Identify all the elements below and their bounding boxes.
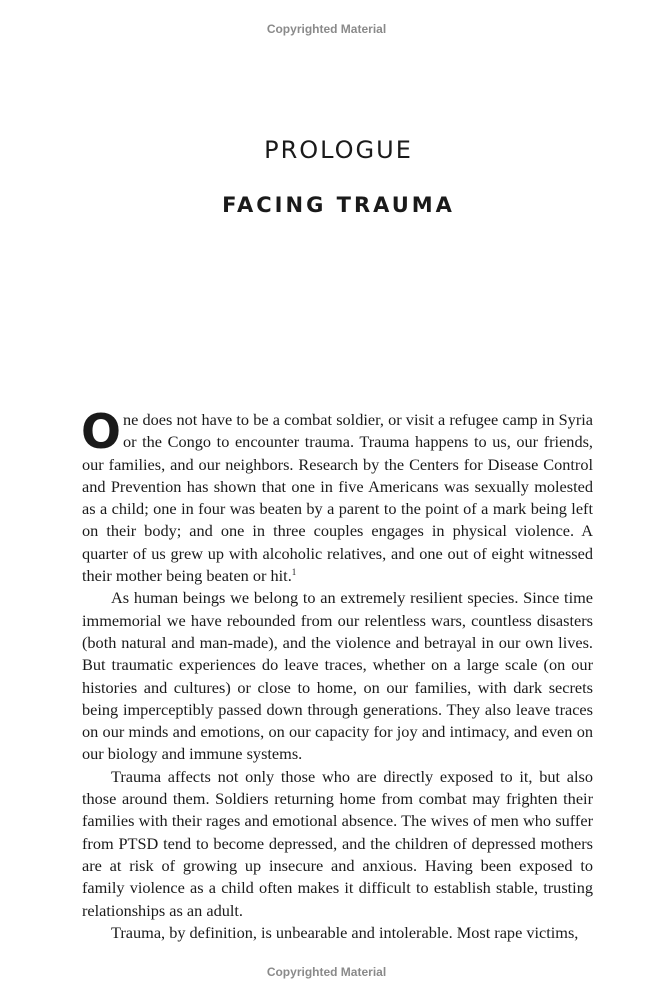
- chapter-title: FACING TRAUMA: [222, 193, 455, 217]
- paragraph-1: [81, 405, 593, 587]
- drop-cap: O: [81, 405, 121, 460]
- paragraph-2: As human beings we belong to an extremely resilient species. Since time immemorial we have rebounded from our relentless wars, countless disasters (both natural and man-made), and the violence and betrayal in our own lives. But traumatic experiences do leave traces, whether on a large scale (on our histories and cultures) or close to home, on our families, with dark secrets being imperceptibly passed down through generations. They also leave traces on our minds and emotions, on our capacity for joy and intimacy, and even on our biology and immune systems.: [82, 588, 593, 764]
- paragraph-1-text: ne does not have to be a combat soldier, or visit a refugee camp in Syria or the Congo to encounter trauma. Trauma happens to us, our friends, our families, and our neighbors. Research by the Centers for Disease Control and Prevention has shown that one in five Americans was sexually molested as a child; one in four was beaten by a parent to the point of a mark being left on their body; and one in three couples engages in physical violence. A quarter of us grew up with alcoholic relatives, and one out of eight witnessed their mother being beaten or hit.: [82, 410, 593, 586]
- footnote-marker: 1: [291, 567, 297, 578]
- paragraph-4: Trauma, by definition, is unbearable and intolerable. Most rape victims,: [111, 922, 579, 942]
- copyright-watermark-bottom: Copyrighted Material: [266, 965, 387, 979]
- chapter-label: PROLOGUE: [264, 136, 413, 164]
- copyright-watermark-top: Copyrighted Material: [266, 22, 387, 36]
- body-text: [81, 405, 593, 944]
- paragraph-3: Trauma affects not only those who are directly exposed to it, but also those around them. Soldiers returning home from combat may frighten their families with their rages and emotional absence. The wives of men who suffer from PTSD tend to become depressed, and the children of depressed mothers are at risk of growing up insecure and anxious. Having been exposed to family violence as a child often makes it difficult to establish stable, trusting relationships as an adult.: [82, 766, 593, 920]
